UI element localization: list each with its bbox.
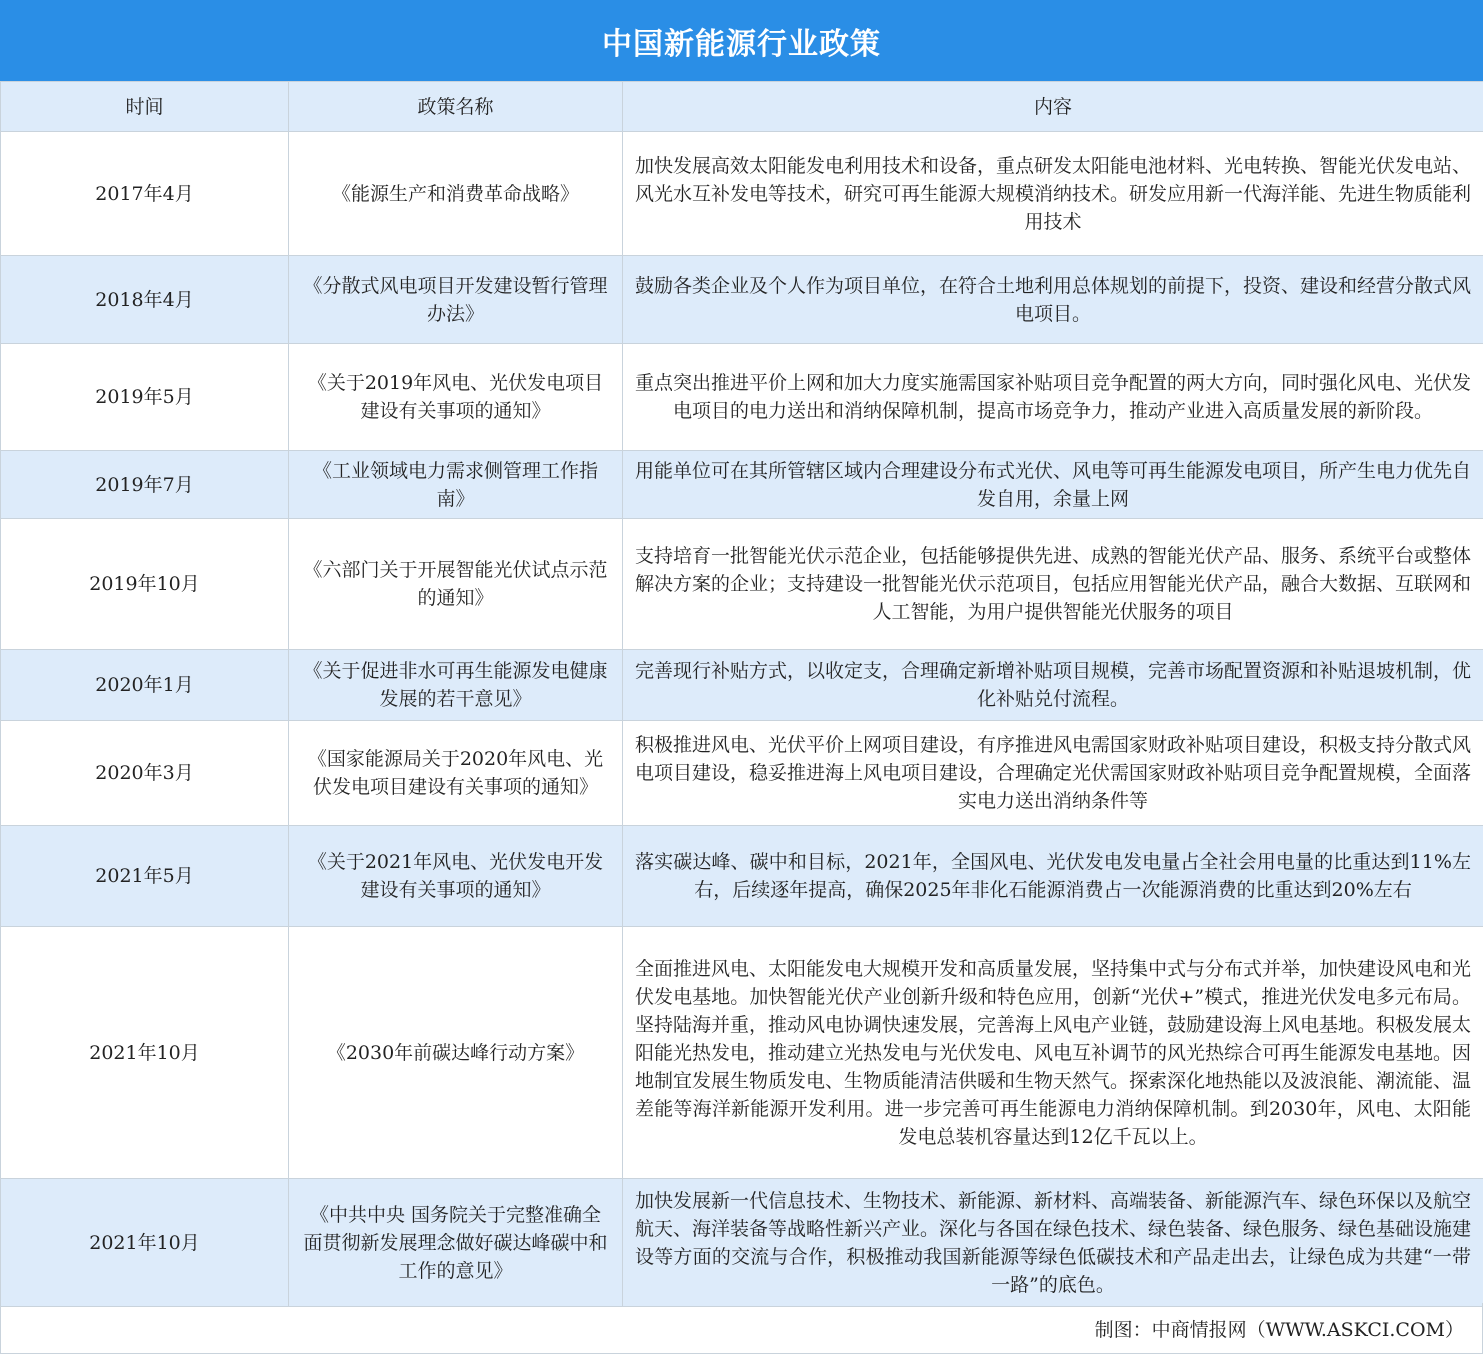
cell-content: 支持培育一批智能光伏示范企业，包括能够提供先进、成熟的智能光伏产品、服务、系统平台或整体解决方案的企业；支持建设一批智能光伏示范项目，包括应用智能光伏产品，融合大数据、互联网和人工智能，为用户提供智能光伏服务的项目 [623,519,1483,650]
table-row [1,344,1483,451]
cell-time: 2019年5月 [1,344,289,451]
cell-time: 2019年7月 [1,451,289,519]
cell-content: 加快发展高效太阳能发电利用技术和设备，重点研发太阳能电池材料、光电转换、智能光伏发电站、风光水互补发电等技术，研究可再生能源大规模消纳技术。研发应用新一代海洋能、先进生物质能利用技术 [623,132,1483,256]
cell-content: 落实碳达峰、碳中和目标，2021年，全国风电、光伏发电发电量占全社会用电量的比重达到11%左右，后续逐年提高，确保2025年非化石能源消费占一次能源消费的比重达到20%左右 [623,826,1483,927]
cell-content: 鼓励各类企业及个人作为项目单位，在符合土地利用总体规划的前提下，投资、建设和经营分散式风电项目。 [623,256,1483,344]
cell-time: 2021年10月 [1,1179,289,1307]
cell-content: 全面推进风电、太阳能发电大规模开发和高质量发展，坚持集中式与分布式并举，加快建设风电和光伏发电基地。加快智能光伏产业创新升级和特色应用，创新“光伏+”模式，推进光伏发电多元布局。坚持陆海并重，推动风电协调快速发展，完善海上风电产业链，鼓励建设海上风电基地。积极发展太阳能光热发电，推动建立光热发电与光伏发电、风电互补调节的风光热综合可再生能源发电基地。因地制宜发展生物质发电、生物质能清洁供暖和生物天然气。探索深化地热能以及波浪能、潮流能、温差能等海洋新能源开发利用。进一步完善可再生能源电力消纳保障机制。到2030年，风电、太阳能发电总装机容量达到12亿千瓦以上。 [623,927,1483,1179]
cell-time: 2019年10月 [1,519,289,650]
table-row [1,721,1483,826]
cell-time: 2018年4月 [1,256,289,344]
cell-content: 用能单位可在其所管辖区域内合理建设分布式光伏、风电等可再生能源发电项目，所产生电力优先自发自用，余量上网 [623,451,1483,519]
cell-time: 2021年5月 [1,826,289,927]
table-body [1,132,1483,1307]
cell-policy-name: 《中共中央 国务院关于完整准确全面贯彻新发展理念做好碳达峰碳中和工作的意见》 [289,1179,623,1307]
table-row [1,650,1483,721]
table-row [1,1179,1483,1307]
header-content: 内容 [623,82,1483,132]
table-row [1,451,1483,519]
cell-policy-name: 《六部门关于开展智能光伏试点示范的通知》 [289,519,623,650]
cell-policy-name: 《关于促进非水可再生能源发电健康发展的若干意见》 [289,650,623,721]
table-header-row [1,82,1483,132]
footer-credit: 制图：中商情报网（WWW.ASKCI.COM） [0,1303,1483,1354]
page-title: 中国新能源行业政策 [0,0,1483,81]
cell-time: 2017年4月 [1,132,289,256]
table-row [1,132,1483,256]
cell-policy-name: 《关于2019年风电、光伏发电项目建设有关事项的通知》 [289,344,623,451]
table-row [1,927,1483,1179]
cell-policy-name: 《分散式风电项目开发建设暂行管理办法》 [289,256,623,344]
cell-content: 重点突出推进平价上网和加大力度实施需国家补贴项目竞争配置的两大方向，同时强化风电、光伏发电项目的电力送出和消纳保障机制，提高市场竞争力，推动产业进入高质量发展的新阶段。 [623,344,1483,451]
cell-policy-name: 《工业领域电力需求侧管理工作指南》 [289,451,623,519]
cell-policy-name: 《关于2021年风电、光伏发电开发建设有关事项的通知》 [289,826,623,927]
cell-policy-name: 《2030年前碳达峰行动方案》 [289,927,623,1179]
cell-policy-name: 《国家能源局关于2020年风电、光伏发电项目建设有关事项的通知》 [289,721,623,826]
header-time: 时间 [1,82,289,132]
cell-time: 2020年3月 [1,721,289,826]
cell-policy-name: 《能源生产和消费革命战略》 [289,132,623,256]
cell-time: 2020年1月 [1,650,289,721]
cell-content: 完善现行补贴方式，以收定支，合理确定新增补贴项目规模，完善市场配置资源和补贴退坡机制，优化补贴兑付流程。 [623,650,1483,721]
cell-content: 加快发展新一代信息技术、生物技术、新能源、新材料、高端装备、新能源汽车、绿色环保以及航空航天、海洋装备等战略性新兴产业。深化与各国在绿色技术、绿色装备、绿色服务、绿色基础设施建设等方面的交流与合作，积极推动我国新能源等绿色低碳技术和产品走出去，让绿色成为共建“一带一路”的底色。 [623,1179,1483,1307]
cell-content: 积极推进风电、光伏平价上网项目建设，有序推进风电需国家财政补贴项目建设，积极支持分散式风电项目建设，稳妥推进海上风电项目建设，合理确定光伏需国家财政补贴项目竞争配置规模，全面落实电力送出消纳条件等 [623,721,1483,826]
cell-time: 2021年10月 [1,927,289,1179]
table-row [1,256,1483,344]
header-name: 政策名称 [289,82,623,132]
policy-table [0,81,1483,1307]
table-row [1,826,1483,927]
table-row [1,519,1483,650]
